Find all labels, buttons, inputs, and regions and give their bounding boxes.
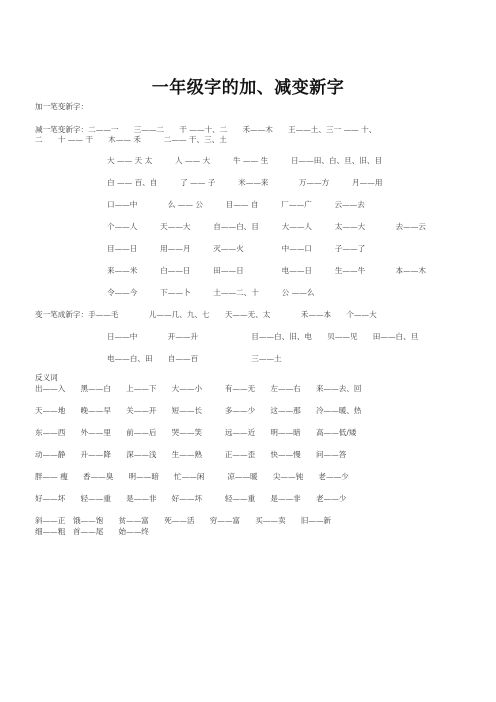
text-line: 东——西 外——里 前——后 哭——笑 远——近 明——暗 高——低/矮 <box>35 428 357 437</box>
text-line: 个——人 天——大 自——白、目 大——人 太——大 去——云 <box>107 222 426 231</box>
text-line: 好——坏 轻——重 是——非 好——坏 轻——重 是——非 老——少 <box>35 494 347 503</box>
document-title: 一年级字的加、减变新字 <box>151 78 345 98</box>
text-line: 目——日 用——月 灭——火 中——口 子——了 <box>107 244 366 253</box>
text-line: 变一笔成新字：手——毛 儿——几、九、七 天——无、太 禾——本 个——大 <box>35 310 377 319</box>
text-line: 白 —— 百、自 了 —— 子 米——来 万——方 月——用 <box>107 178 383 187</box>
text-line: 细——粗 首——尾 始——终 <box>35 527 149 536</box>
text-line: 天——地 晚——早 关——开 短——长 多——少 这——那 冷——暖、热 <box>35 406 362 415</box>
text-line: 二 十 —— 干 木—— 禾 二—— 干、三、土 <box>35 135 227 144</box>
text-line: 日——中 开——升 目——白、旧、电 贝——见 田——白、旦 <box>107 332 419 341</box>
section-heading: 反义词 <box>35 373 58 382</box>
text-line: 出——入 黑——白 上——下 大——小 有——无 左——右 来——去、回 <box>35 384 362 393</box>
text-line: 动——静 升——降 深——浅 生——熟 正——歪 快——慢 问——答 <box>35 450 347 459</box>
text-line: 减一笔变新字：二——一 三——二 干 ——十、二 禾——木 王——土、三一 —— 十、 <box>35 125 377 134</box>
text-line: 加一笔变新字： <box>35 102 89 111</box>
text-line: 来——米 白——日 田——日 电——日 生——牛 本——木 <box>107 266 426 275</box>
text-line: 令——今 下——卜 土——二、十 公 ——么 <box>107 288 315 297</box>
text-line: 斜——正 饿——饱 贫——富 死——活 穷——富 买——卖 旧——新 <box>35 516 332 525</box>
text-line: 电——白、田 自——百 三——土 <box>107 354 282 363</box>
text-line: 口——中 么 —— 公 目—— 自 厂——广 云——去 <box>107 200 365 209</box>
text-line: 胖—— 瘦 香——臭 明——暗 忙——闲 凉——暖 尖——钝 老——少 <box>35 472 349 481</box>
text-line: 大 —— 天 太 人 —— 大 牛 —— 生 日——田、白、旦、旧、目 <box>107 156 383 165</box>
